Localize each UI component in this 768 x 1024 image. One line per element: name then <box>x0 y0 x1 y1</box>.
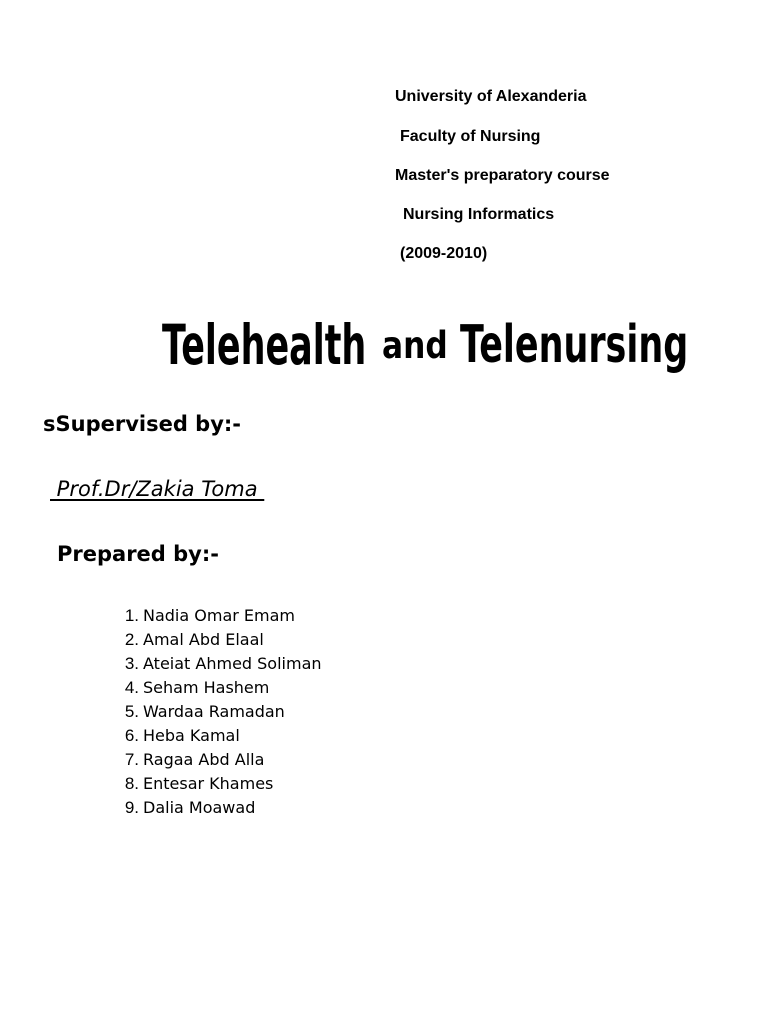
list-item-number: 6. <box>124 726 139 745</box>
university-name: University of Alexanderia <box>395 88 587 105</box>
members-list <box>112 604 322 820</box>
list-item <box>112 772 322 796</box>
list-item-name: Wardaa Ramadan <box>143 702 285 721</box>
subject-name: Nursing Informatics <box>403 206 555 223</box>
list-item-name: Amal Abd Elaal <box>143 630 264 649</box>
list-item-name: Nadia Omar Emam <box>143 606 295 625</box>
list-item-name: Dalia Moawad <box>143 798 256 817</box>
list-item <box>112 796 322 820</box>
title-word-telenursing: Telenursing <box>460 315 689 375</box>
prepared-by-label: Prepared by:- <box>57 542 219 566</box>
list-item-number: 1. <box>124 606 139 625</box>
faculty-name: Faculty of Nursing <box>400 128 541 145</box>
list-item <box>112 700 322 724</box>
list-item <box>112 604 322 628</box>
supervised-by-label: sSupervised by:- <box>43 412 242 436</box>
title-word-telehealth: Telehealth <box>162 312 367 378</box>
list-item-name: Seham Hashem <box>143 678 270 697</box>
list-item <box>112 628 322 652</box>
academic-year: (2009-2010) <box>400 245 488 262</box>
list-item-name: Entesar Khames <box>143 774 274 793</box>
list-item-number: 2. <box>124 630 139 649</box>
course-name: Master's preparatory course <box>395 167 610 184</box>
list-item-name: Heba Kamal <box>143 726 240 745</box>
document-title <box>150 300 710 380</box>
list-item <box>112 724 322 748</box>
list-item-number: 7. <box>124 750 139 769</box>
list-item-name: Ateiat Ahmed Soliman <box>143 654 322 673</box>
list-item <box>112 748 322 772</box>
list-item-number: 8. <box>124 774 139 793</box>
list-item-number: 3. <box>124 654 139 673</box>
list-item <box>112 652 322 676</box>
title-word-and: and <box>382 324 448 368</box>
supervisor-name: Prof.Dr/Zakia Toma <box>50 477 265 501</box>
list-item-number: 4. <box>124 678 139 697</box>
list-item-number: 5. <box>124 702 139 721</box>
list-item-number: 9. <box>124 798 139 817</box>
list-item <box>112 676 322 700</box>
list-item-name: Ragaa Abd Alla <box>143 750 265 769</box>
